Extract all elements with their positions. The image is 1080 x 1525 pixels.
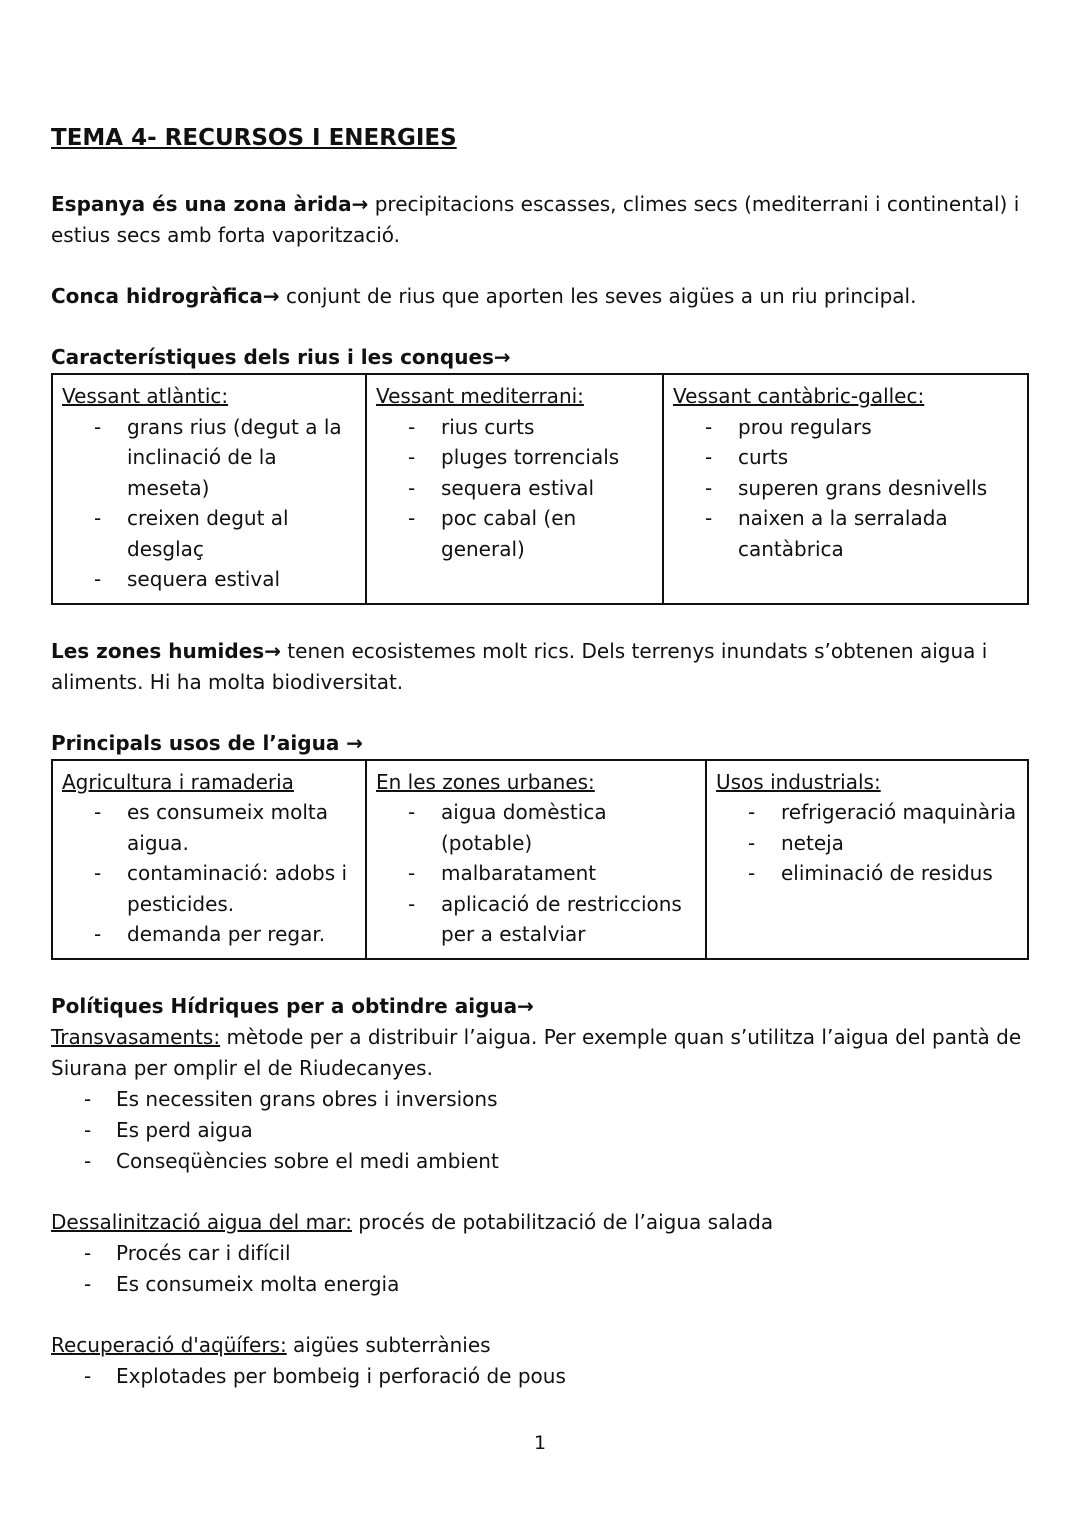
wetlands-text: tenen ecosistemes molt rics. Dels terrenys inundats s’obtenen aigua i aliments. Hi ha molta biodiversitat.: [51, 638, 988, 694]
uses-heading: Principals usos de l’aigua →: [51, 730, 364, 755]
list-item: - refrigeració maquinària: [748, 797, 1019, 828]
arrow-icon: →: [264, 638, 281, 663]
document-page: [51, 118, 1029, 1392]
list-item: - Procés car i difícil: [84, 1238, 1029, 1269]
column-title: En les zones urbanes:: [376, 769, 595, 794]
list-item: - eliminació de residus: [748, 858, 1019, 889]
list-item: - aigua domèstica (potable): [408, 797, 697, 858]
list-item: - prou regulars: [705, 412, 1019, 443]
conca-paragraph: [51, 281, 1029, 312]
column-title: Vessant mediterrani:: [376, 384, 584, 408]
desal-list: [51, 1238, 1029, 1300]
uses-col-industrial: [706, 760, 1028, 959]
transfers-list: [51, 1084, 1029, 1177]
transfers-paragraph: [51, 1022, 1029, 1084]
rivers-heading: Característiques dels rius i les conques→: [51, 345, 511, 369]
list-item: - demanda per regar.: [94, 919, 357, 950]
list-item: - naixen a la serralada cantàbrica: [705, 503, 1019, 564]
list-item: - neteja: [748, 828, 1019, 859]
arid-term: Espanya és una zona àrida: [51, 192, 352, 216]
conca-term: Conca hidrogràfica: [51, 284, 263, 308]
list-item: - pluges torrencials: [408, 442, 654, 473]
arrow-icon: →: [262, 284, 280, 308]
wetlands-term: Les zones humides: [51, 638, 265, 663]
rivers-col-mediterranean: [366, 374, 663, 604]
list-item: - superen grans desnivells: [705, 473, 1019, 504]
uses-col-urban: [366, 760, 706, 959]
column-title: Usos industrials:: [716, 769, 881, 794]
policies-heading: Polítiques Hídriques per a obtindre aigua→: [51, 993, 534, 1018]
list-item: - curts: [705, 442, 1019, 473]
list-item: - Explotades per bombeig i perforació de pous: [84, 1361, 1029, 1392]
arid-text: precipitacions escasses, climes secs (mediterrani i continental) i estius secs amb forta vaporització.: [51, 192, 1020, 247]
list-item: - contaminació: adobs i pesticides.: [94, 858, 357, 919]
aquifers-text: aigües subterrànies: [286, 1332, 491, 1357]
rivers-table: [51, 373, 1029, 605]
aquifers-paragraph: [51, 1330, 1029, 1361]
column-title: Agricultura i ramaderia: [62, 769, 294, 794]
aquifers-term: Recuperació d'aqüífers:: [51, 1332, 287, 1357]
aquifers-list: [51, 1361, 1029, 1392]
column-title: Vessant cantàbric-gallec:: [673, 384, 925, 408]
list-item: - rius curts: [408, 412, 654, 443]
list-item: - Es perd aigua: [84, 1115, 1029, 1146]
list-item: - sequera estival: [94, 564, 357, 595]
list-item: - Es consumeix molta energia: [84, 1269, 1029, 1300]
list-item: - sequera estival: [408, 473, 654, 504]
page-number: 1: [533, 1432, 547, 1454]
page-title: TEMA 4- RECURSOS I ENERGIES: [51, 125, 457, 151]
arid-paragraph: [51, 189, 1029, 251]
uses-table: [51, 759, 1029, 960]
list-item: - malbaratament: [408, 858, 697, 889]
list-item: - es consumeix molta aigua.: [94, 797, 357, 858]
desal-paragraph: [51, 1207, 1029, 1238]
rivers-col-cantabric: [663, 374, 1028, 604]
list-item: - Conseqüències sobre el medi ambient: [84, 1146, 1029, 1177]
rivers-col-atlantic: [52, 374, 366, 604]
list-item: - poc cabal (en general): [408, 503, 654, 564]
transfers-term: Transvasaments:: [51, 1024, 221, 1049]
list-item: - aplicació de restriccions per a estalviar: [408, 889, 697, 950]
desal-text: procés de potabilització de l’aigua salada: [351, 1209, 774, 1234]
list-item: - grans rius (degut a la inclinació de la meseta): [94, 412, 357, 504]
column-title: Vessant atlàntic:: [62, 384, 229, 408]
list-item: - Es necessiten grans obres i inversions: [84, 1084, 1029, 1115]
transfers-text: mètode per a distribuir l’aigua. Per exemple quan s’utilitza l’aigua del pantà de Siurana per omplir el de Riudecanyes.: [51, 1024, 1022, 1080]
list-item: - creixen degut al desglaç: [94, 503, 357, 564]
desal-term: Dessalinització aigua del mar:: [51, 1209, 352, 1234]
conca-text: conjunt de rius que aporten les seves aigües a un riu principal.: [279, 284, 917, 308]
uses-col-agriculture: [52, 760, 366, 959]
arrow-icon: →: [351, 192, 369, 216]
wetlands-paragraph: [51, 636, 1029, 698]
